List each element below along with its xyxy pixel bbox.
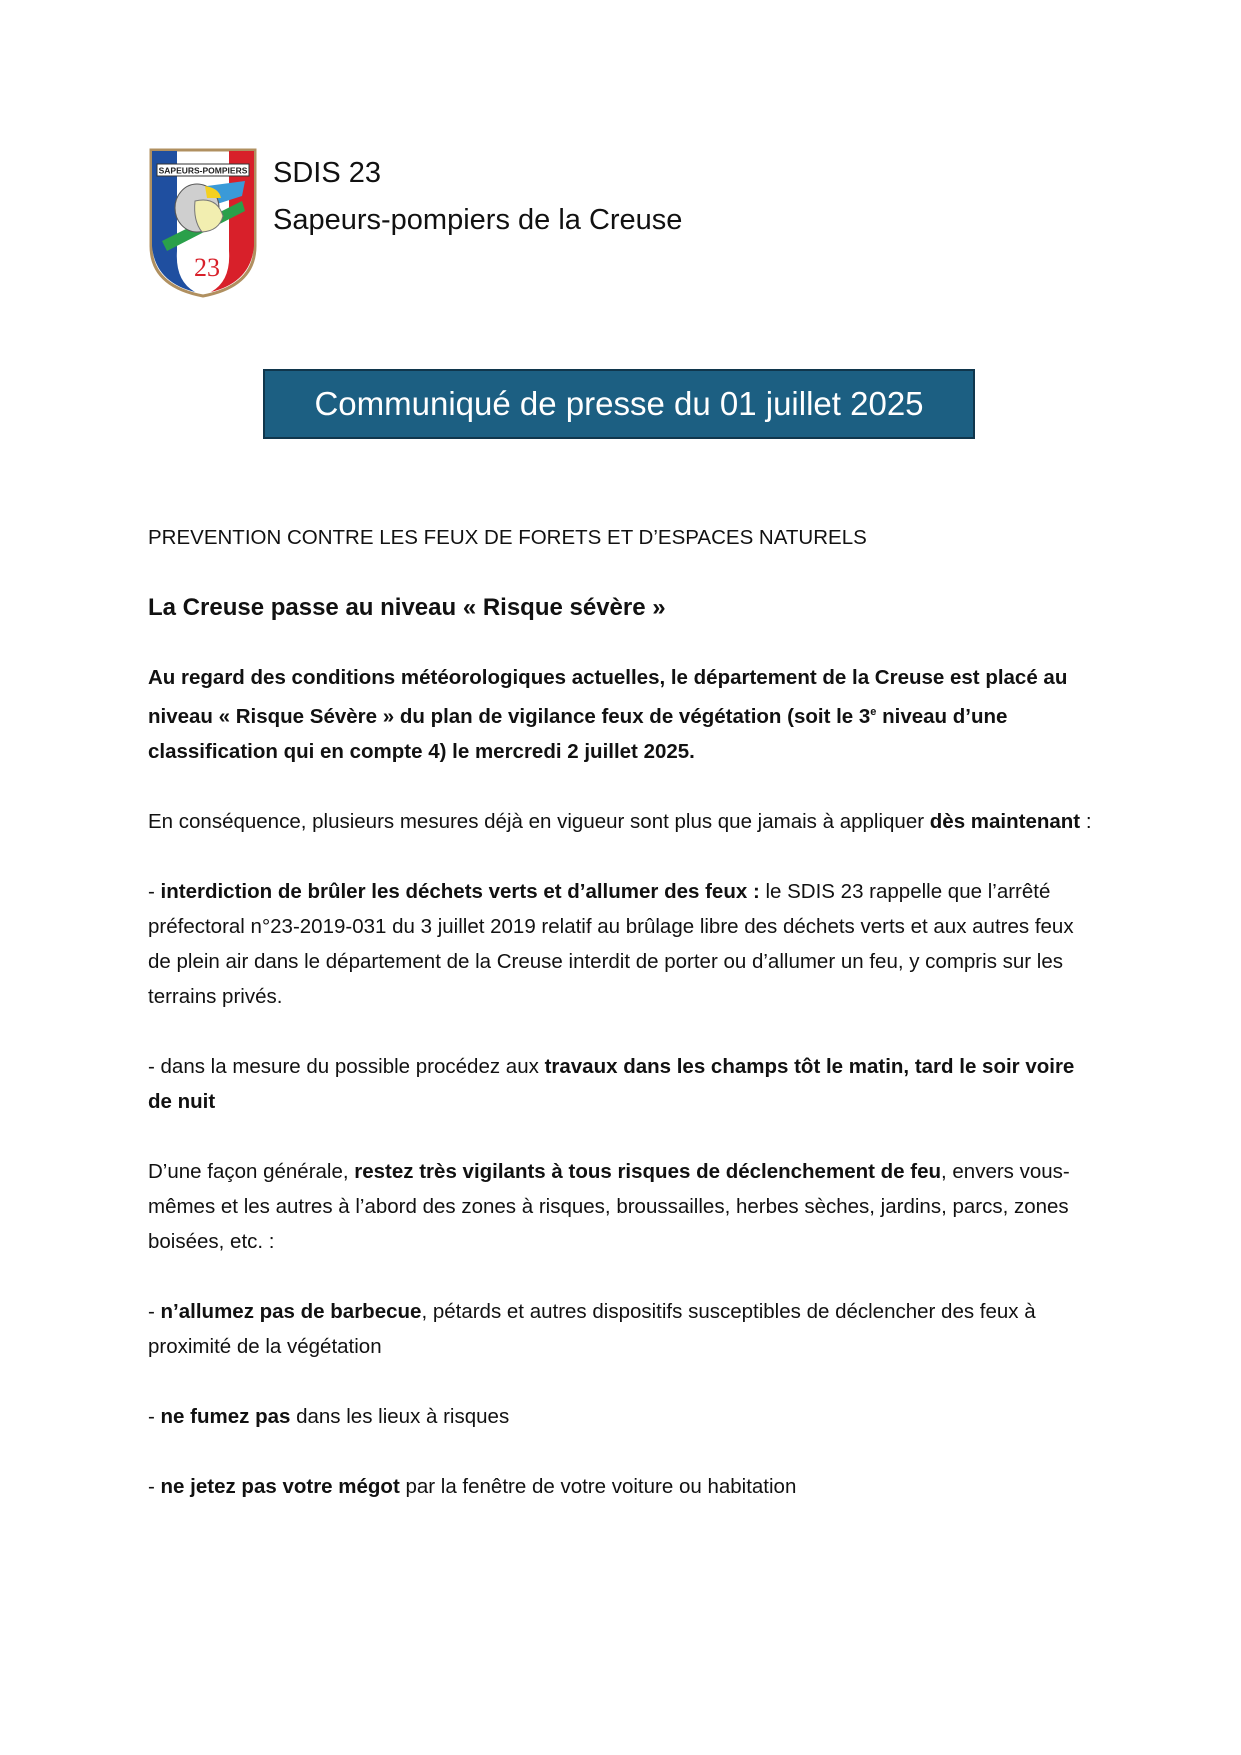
text: Au regard des conditions météorologiques actuelles, le département de la Creuse est placé au niveau « Risque Sévère » du plan de vigilance feux de végétation (soit le 3 bbox=[148, 666, 1068, 728]
text: par la fenêtre de votre voiture ou habitation bbox=[399, 1474, 797, 1498]
paragraph-risk-level bbox=[148, 660, 1098, 769]
text: , pétards et autres dispositifs susceptibles de déclencher des feux à proximité de la végétation bbox=[148, 1299, 1036, 1358]
bold-text: n’allumez pas de barbecue bbox=[160, 1299, 422, 1323]
text: le SDIS 23 rappelle que l’arrêté préfectoral n°23-2019-031 du 3 juillet 2019 relatif au brûlage libre des déchets verts et aux autres feux de plein air dans le département de la Creuse interdit de porter ou d’allumer un feu, y compris sur les terrains privés. bbox=[148, 879, 1074, 1008]
bold-text: dès maintenant bbox=[929, 809, 1081, 833]
text: niveau d’une classification qui en compte 4) le mercredi 2 juillet 2025. bbox=[148, 704, 1008, 763]
heading: La Creuse passe au niveau « Risque sévère » bbox=[148, 594, 666, 621]
paragraph-measures bbox=[148, 804, 1098, 839]
text: En conséquence, plusieurs mesures déjà en vigueur sont plus que jamais à appliquer bbox=[148, 809, 930, 833]
text: : bbox=[1080, 809, 1092, 833]
text: D’une façon générale, bbox=[148, 1159, 355, 1183]
bold-text: restez très vigilants à tous risques de déclenchement de feu bbox=[354, 1159, 942, 1183]
text: dans les lieux à risques bbox=[290, 1404, 510, 1428]
text: - bbox=[148, 1404, 161, 1428]
org-line-1: SDIS 23 bbox=[273, 157, 381, 189]
text: - dans la mesure du possible procédez aux bbox=[148, 1054, 545, 1078]
text: , envers vous-mêmes et les autres à l’abord des zones à risques, broussailles, herbes sèches, jardins, parcs, zones boisées, etc. : bbox=[148, 1159, 1070, 1253]
organization-name bbox=[273, 150, 682, 244]
press-release-title: Communiqué de presse du 01 juillet 2025 bbox=[314, 385, 924, 422]
sdis23-logo bbox=[147, 146, 259, 298]
bold-text: travaux dans les champs tôt le matin, tard le soir voire de nuit bbox=[148, 1054, 1075, 1113]
section-caps-title: PREVENTION CONTRE LES FEUX DE FORETS ET D’ESPACES NATURELS bbox=[148, 526, 867, 549]
bold-text: ne fumez pas bbox=[160, 1404, 291, 1428]
bold-text: interdiction de brûler les déchets verts et d’allumer des feux : bbox=[160, 879, 760, 903]
bullet-cigarette-butt bbox=[148, 1469, 1098, 1504]
bullet-field-work bbox=[148, 1049, 1098, 1119]
text: - bbox=[148, 1474, 161, 1498]
bullet-smoking bbox=[148, 1399, 1098, 1434]
bold-text: ne jetez pas votre mégot bbox=[160, 1474, 400, 1498]
svg-text:23: 23 bbox=[194, 253, 220, 282]
superscript: e bbox=[870, 706, 877, 718]
document-body bbox=[148, 520, 1098, 1539]
text: - bbox=[148, 1299, 161, 1323]
text: - bbox=[148, 879, 161, 903]
bullet-barbecue bbox=[148, 1294, 1098, 1364]
svg-text:SAPEURS-POMPIERS: SAPEURS-POMPIERS bbox=[158, 165, 248, 176]
paragraph-vigilance bbox=[148, 1154, 1098, 1259]
org-line-2: Sapeurs-pompiers de la Creuse bbox=[273, 204, 683, 236]
bullet-burning-ban bbox=[148, 874, 1098, 1014]
press-release-title-banner bbox=[263, 369, 975, 439]
